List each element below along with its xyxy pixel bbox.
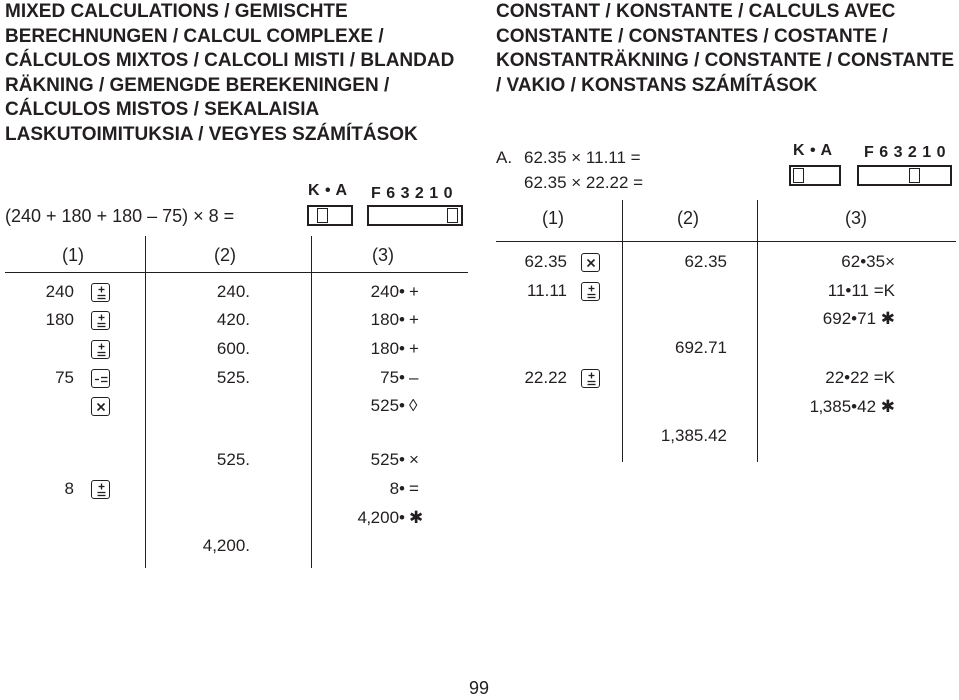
ka-switch-knob-right [793, 168, 804, 183]
constant-expression-2: 62.35 × 22.22 = [524, 173, 644, 192]
key-times-icon [91, 397, 110, 416]
left-row-print-symbol: = [409, 479, 419, 498]
right-row-display: 692.71 [675, 338, 727, 357]
left-row-print-number: 525• [370, 450, 405, 469]
f-switch-right [857, 165, 952, 186]
left-row-input: 240 [45, 282, 74, 301]
right-row-input: 22.22 [524, 368, 567, 387]
left-col-divider-1 [145, 236, 146, 568]
right-table-rule [496, 241, 956, 242]
left-row-print-number: 4‚200• [357, 508, 405, 527]
left-row-print-number: 240• [370, 282, 405, 301]
left-row-print-symbol: + [409, 310, 419, 329]
left-row-display: 4,200. [202, 536, 250, 555]
left-row-print-number: 180• [370, 339, 405, 358]
constant-expression-1: 62.35 × 11.11 = [524, 148, 641, 167]
left-expression: (240 + 180 + 180 – 75) × 8 = [5, 206, 235, 226]
right-heading: CONSTANT / KONSTANTE / CALCULS AVEC CONSTANTE / CONSTANTES / COSTANTE / KONSTANTRÄKNING / CONSTANTE / CONSTANTE / VAKIO / KONSTANS SZÁMÍTÁSOK [496, 1, 955, 96]
f-switch [367, 205, 463, 226]
ka-switch-label-right: K • A [793, 142, 833, 159]
right-col-header-2: (2) [677, 208, 699, 228]
key-plus-icon [91, 340, 110, 359]
right-row-print: 11•11 =K [827, 281, 895, 300]
ka-switch-label: K • A [308, 182, 348, 199]
right-row-print: 1‚385•42 ✱ [809, 397, 895, 416]
right-row-print: 692•71 ✱ [822, 309, 895, 328]
key-plus-icon [581, 282, 600, 301]
left-row-input: 8 [64, 479, 74, 498]
left-row-print-symbol: ✱ [409, 508, 424, 527]
example-label: A. [496, 148, 513, 167]
ka-switch [307, 205, 353, 226]
ka-switch-knob [317, 208, 328, 223]
ka-switch-right [789, 165, 841, 186]
key-plus-icon [581, 369, 600, 388]
left-row-print-symbol: + [409, 282, 419, 301]
key-plus-icon [91, 311, 110, 330]
left-row-print-number: 8• [389, 479, 405, 498]
right-col-divider-1 [622, 200, 623, 462]
left-row-display: 600. [216, 339, 250, 358]
left-row-display: 240. [216, 282, 250, 301]
left-row-print-number: 75• [380, 368, 405, 387]
left-row-print-symbol: ◊ [409, 396, 418, 415]
right-row-input: 62.35 [524, 252, 567, 271]
left-col-header-1: (1) [62, 245, 84, 265]
left-row-print-number: 525• [370, 396, 405, 415]
right-row-display: 1,385.42 [660, 426, 727, 445]
left-heading: MIXED CALCULATIONS / GEMISCHTE BERECHNUNGEN / CALCUL COMPLEXE / CÁLCULOS MIXTOS / CALCOLI MISTI / BLANDAD RÄKNING / GEMENGDE BEREKENINGEN / CÁLCULOS MISTOS / SEKALAISIA LASKUTOIMITUKSIA / VEGYES SZÁMÍTÁSOK [5, 1, 455, 145]
key-minus-icon [91, 369, 110, 388]
left-row-display: 525. [216, 368, 250, 387]
left-row-print-symbol: – [409, 368, 419, 387]
left-table-rule [5, 272, 468, 273]
page-number: 99 [469, 678, 490, 698]
left-col-divider-2 [311, 236, 312, 568]
left-col-header-3: (3) [372, 245, 394, 265]
key-times-icon [581, 253, 600, 272]
left-row-print-symbol: + [409, 339, 419, 358]
left-row-display: 420. [216, 310, 250, 329]
right-row-display: 62.35 [684, 252, 727, 271]
key-plus-icon [91, 283, 110, 302]
left-row-print-number: 180• [370, 310, 405, 329]
f-switch-label: F 6 3 2 1 0 [371, 185, 453, 202]
left-row-display: 525. [216, 450, 250, 469]
right-row-input: 11.11 [526, 281, 567, 300]
left-row-input: 180 [45, 310, 74, 329]
f-switch-label-right: F 6 3 2 1 0 [864, 144, 946, 161]
left-row-print-symbol: × [409, 450, 419, 469]
left-row-input: 75 [55, 368, 74, 387]
key-plus-icon [91, 480, 110, 499]
right-col-header-3: (3) [845, 208, 867, 228]
f-switch-knob [447, 208, 458, 223]
right-col-header-1: (1) [542, 208, 564, 228]
right-row-print: 22•22 =K [825, 368, 895, 387]
right-row-print: 62•35× [841, 252, 895, 271]
right-col-divider-2 [757, 200, 758, 462]
f-switch-knob-right [909, 168, 920, 183]
left-col-header-2: (2) [214, 245, 236, 265]
